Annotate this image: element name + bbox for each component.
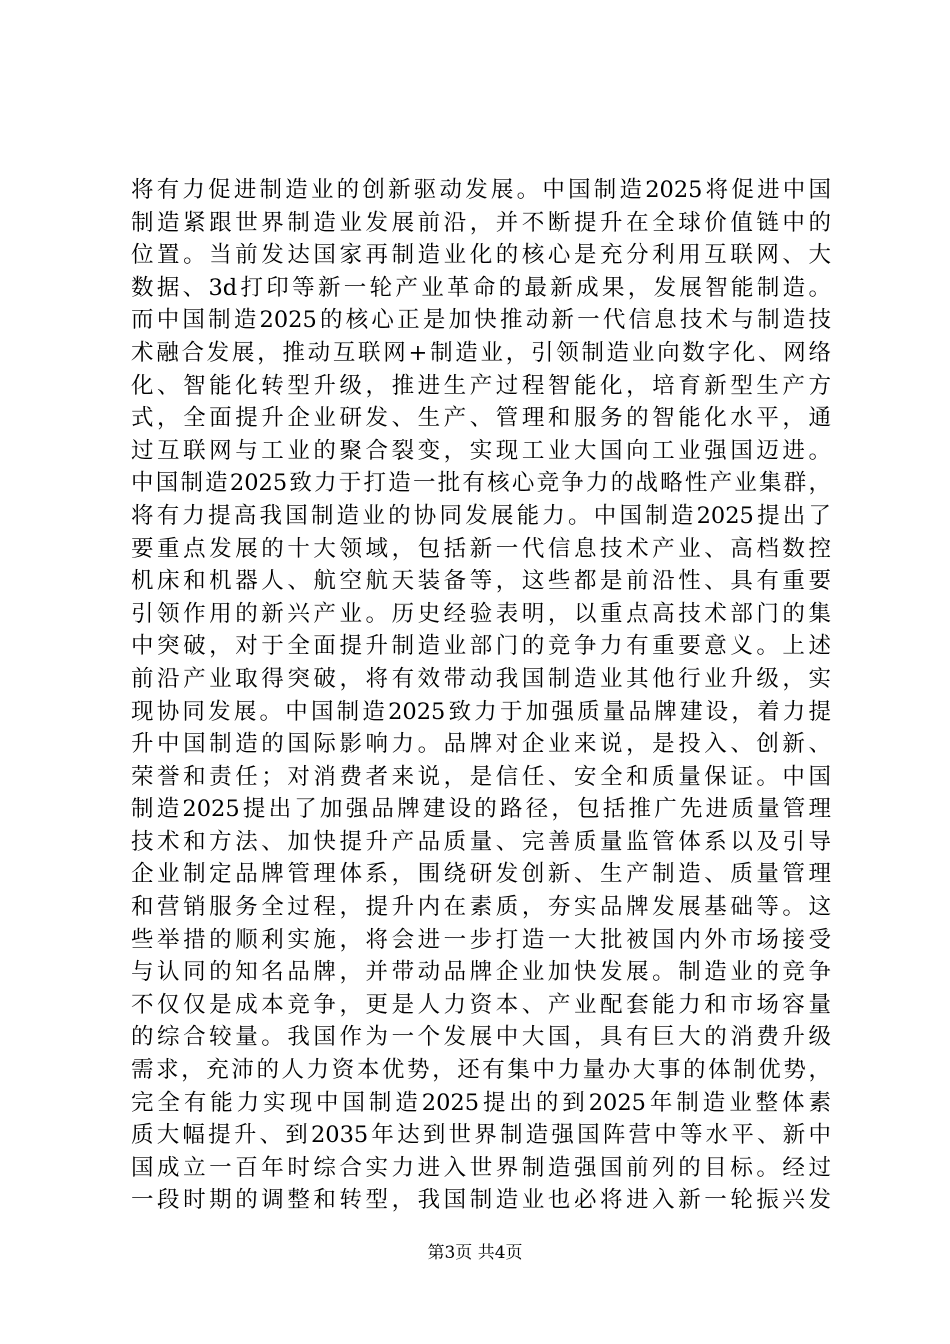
text-line: 中突破，对于全面提升制造业部门的竞争力有重要意义。上述 [131,633,831,660]
text-line: 过互联网与工业的聚合裂变，实现工业大国向工业强国迈进。 [131,437,831,464]
text-line: 将有力促进制造业的创新驱动发展。中国制造2025将促进中国 [131,177,831,203]
text-line: 国成立一百年时综合实力进入世界制造强国前列的目标。经过 [131,1154,831,1181]
text-line: 而中国制造2025的核心正是加快推动新一代信息技术与制造技 [131,307,831,334]
text-line: 前沿产业取得突破，将有效带动我国制造业其他行业升级，实 [131,665,831,692]
page-number-footer: 第3页 共4页 [427,1243,523,1263]
text-line: 制造2025提出了加强品牌建设的路径，包括推广先进质量管理 [131,796,831,823]
text-line: 要重点发展的十大领域，包括新一代信息技术产业、高档数控 [131,535,831,562]
text-line: 式，全面提升企业研发、生产、管理和服务的智能化水平，通 [131,405,831,432]
text-line: 位置。当前发达国家再制造业化的核心是充分利用互联网、大 [131,242,831,269]
text-line: 完全有能力实现中国制造2025提出的到2025年制造业整体素 [131,1089,831,1116]
text-line: 中国制造2025致力于打造一批有核心竞争力的战略性产业集群， [131,470,831,497]
body-text [131,174,831,1217]
text-line: 和营销服务全过程，提升内在素质，夯实品牌发展基础等。这 [131,894,831,921]
text-line: 升中国制造的国际影响力。品牌对企业来说，是投入、创新、 [131,731,831,758]
text-line: 术融合发展，推动互联网+制造业，引领制造业向数字化、网络 [131,339,831,366]
text-line: 将有力提高我国制造业的协同发展能力。中国制造2025提出了 [131,502,831,529]
text-line: 引领作用的新兴产业。历史经验表明，以重点高技术部门的集 [131,600,831,627]
text-line: 荣誉和责任；对消费者来说，是信任、安全和质量保证。中国 [131,763,831,790]
text-line: 机床和机器人、航空航天装备等，这些都是前沿性、具有重要 [131,568,831,595]
text-line: 不仅仅是成本竞争，更是人力资本、产业配套能力和市场容量 [131,991,831,1018]
text-line: 数据、3d打印等新一轮产业革命的最新成果，发展智能制造。 [131,274,831,301]
text-line: 需求，充沛的人力资本优势，还有集中力量办大事的体制优势， [131,1057,831,1084]
text-line: 的综合较量。我国作为一个发展中大国，具有巨大的消费升级 [131,1024,831,1051]
text-line: 一段时期的调整和转型，我国制造业也必将进入新一轮振兴发 [131,1187,831,1214]
text-line: 化、智能化转型升级，推进生产过程智能化，培育新型生产方 [131,372,831,399]
text-line: 制造紧跟世界制造业发展前沿，并不断提升在全球价值链中的 [131,209,831,236]
text-line: 质大幅提升、到2035年达到世界制造强国阵营中等水平、新中 [131,1122,831,1149]
text-line: 些举措的顺利实施，将会进一步打造一大批被国内外市场接受 [131,926,831,953]
text-line: 企业制定品牌管理体系，围绕研发创新、生产制造、质量管理 [131,861,831,888]
text-line: 与认同的知名品牌，并带动品牌企业加快发展。制造业的竞争 [131,959,831,986]
text-line: 现协同发展。中国制造2025致力于加强质量品牌建设，着力提 [131,698,831,725]
text-line: 技术和方法、加快提升产品质量、完善质量监管体系以及引导 [131,828,831,855]
